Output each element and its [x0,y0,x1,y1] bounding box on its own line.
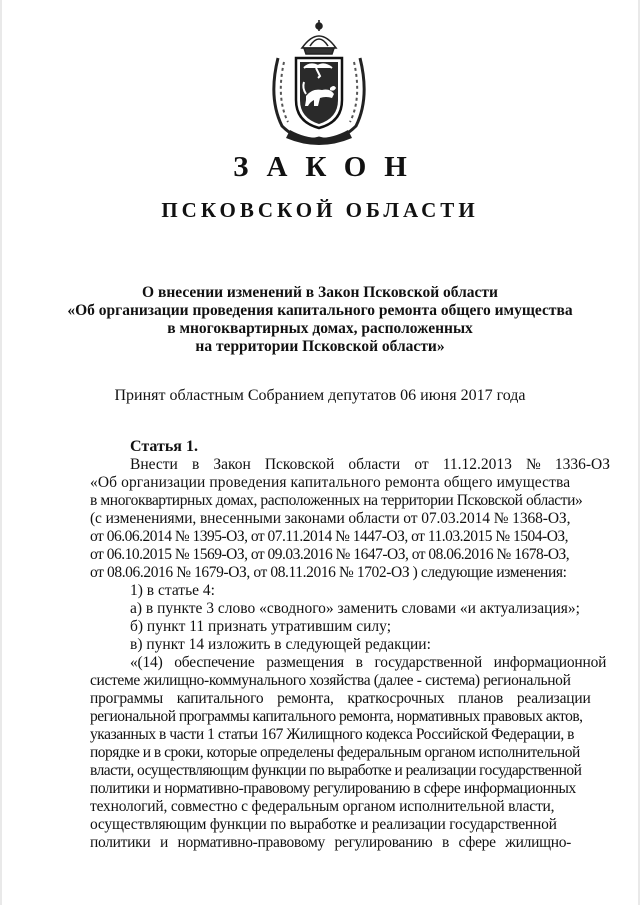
article-title: Статья 1. [130,438,198,455]
article-line: от 06.06.2014 № 1395-ОЗ, от 07.11.2014 № 1447-ОЗ, от 11.03.2015 № 1504-ОЗ, [90,528,569,545]
article-line: осуществляющим функции по выработке и реализации государственной [90,816,557,833]
article-body [90,456,610,852]
article-word: от [414,456,429,473]
article-line [90,456,610,474]
heading-line: на территории Псковской области» [195,338,445,355]
article-line: порядке и в сроки, которые определены федеральным органом исполнительной [90,744,580,761]
region-title: ПСКОВСКОЙ ОБЛАСТИ [161,198,479,222]
law-heading [60,284,580,356]
article-word: 1336-ОЗ [554,456,610,473]
article-line: в) пункт 14 изложить в следующей редакции: [130,636,431,653]
article-line: «(14) обеспечение размещения в государственной информационной [130,654,607,671]
article-word: Закон [213,456,251,473]
adoption-note: Принят областным Собранием депутатов 06 июня 2017 года [114,387,526,404]
law-title: ЗАКОН [233,151,425,183]
article-line: указанных в части 1 статьи 167 Жилищного кодекса Российской Федерации, в [90,726,575,743]
article-word: № [525,456,541,473]
article-line: политики и нормативно-правовому регулированию в сфере жилищно- [90,834,572,851]
article-word: области [348,456,401,473]
article-line: б) пункт 11 признать утратившим силу; [130,618,391,635]
article-word: в [191,456,200,473]
article-line: программы капитального ремонта, краткосрочных планов реализации [90,690,591,707]
article-line: технологий, совместно с федеральным органом исполнительной власти, [90,798,555,815]
article-line: политики и нормативно-правовому регулированию в сфере информационных [90,780,576,797]
coat-of-arms-emblem [260,18,378,146]
heading-line: «Об организации проведения капитального ремонта общего имущества [67,302,573,319]
article-word: Внести [130,456,178,473]
article-word: Псковской [264,456,335,473]
heading-line: в многоквартирных домах, расположенных [167,320,473,337]
article-line: системе жилищно-коммунального хозяйства (далее - система) региональной [90,672,571,689]
article-line: в многоквартирных домах, расположенных на территории Псковской области» [90,492,583,509]
article-line: «Об организации проведения капитального ремонта общего имущества [90,474,571,491]
article-line: от 06.10.2015 № 1569-ОЗ, от 09.03.2016 № 1647-ОЗ, от 08.06.2016 № 1678-ОЗ, [90,546,570,563]
article-word: 11.12.2013 [442,456,512,473]
article-line: (с изменениями, внесенными законами области от 07.03.2014 № 1368-ОЗ, [90,510,571,527]
article-line: от 08.06.2016 № 1679-ОЗ, от 08.11.2016 № 1702-ОЗ ) следующие изменения: [90,564,567,581]
article-line: власти, осуществляющим функции по выработке и реализации государственной [90,762,582,779]
article-line: 1) в статье 4: [130,582,215,599]
heading-line: О внесении изменений в Закон Псковской области [142,284,498,301]
scan-left-edge [0,0,2,905]
article-line: а) в пункте 3 слово «сводного» заменить словами «и актуализация»; [130,600,580,617]
article-line: региональной программы капитального ремонта, нормативных правовых актов, [90,708,583,725]
